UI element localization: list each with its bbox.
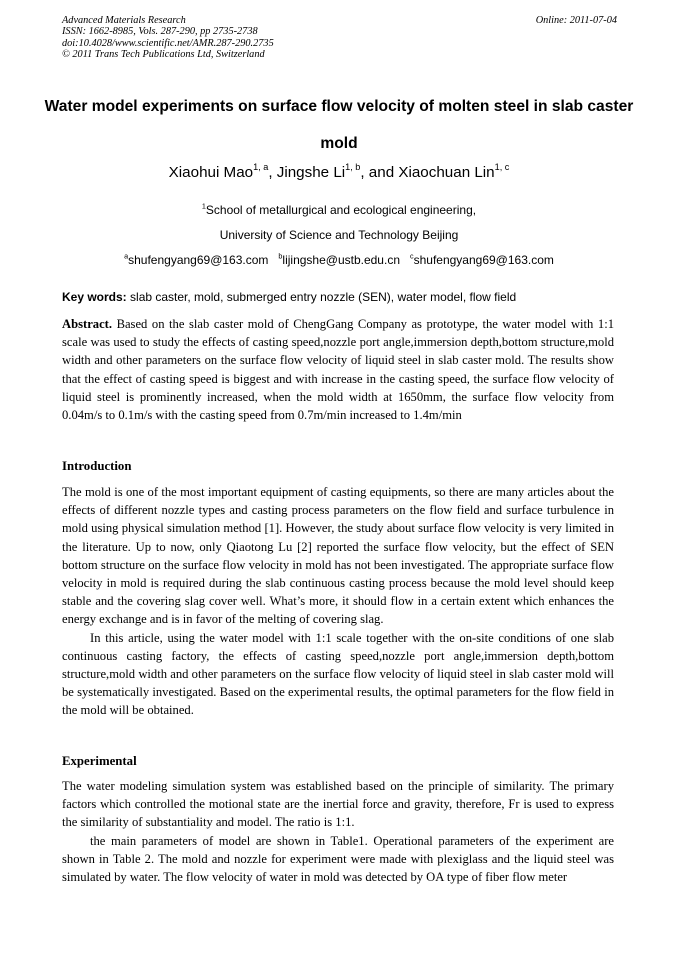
email-sup: a	[124, 251, 129, 261]
paragraph: In this article, using the water model with 1:1 scale together with the on-site conditions of one slab continuous casting factory, the effects of casting speed,nozzle port angle,immersion depth,bottom structure,mold width and other parameters on the surface flow velocity of liquid steel in slab caster mold will be systematically investigated. Based on the experimental results, the optimal parameters for the flow field in the mold will be obtained.	[62, 630, 614, 718]
online-date: Online: 2011-07-04	[535, 15, 617, 26]
author-name: Xiaohui Mao	[168, 164, 254, 181]
keywords	[62, 290, 622, 304]
section-heading-introduction: Introduction	[62, 459, 132, 473]
paragraph: the main parameters of model are shown in Table1. Operational parameters of the experiment are shown in Table 2. The mold and nozzle for experiment were made with plexiglass and the liquid steel was simulated by water. The flow velocity of water in mold was detected by OA type of fiber flow meter	[62, 833, 614, 885]
email-sup: b	[278, 251, 283, 261]
email-address[interactable]: shufengyang69@163.com	[128, 253, 269, 267]
section-heading-experimental: Experimental	[62, 754, 137, 768]
author-separator: ,	[268, 164, 277, 181]
journal-header	[62, 15, 617, 61]
keywords-label: Key words:	[62, 290, 127, 304]
author-list	[0, 164, 678, 181]
paragraph: The mold is one of the most important equipment of casting equipments, so there are many articles about the effects of different nozzle types and casting process parameters on the flow field and surface turbulence in mold using physical simulation method [1]. However, the study about surface flow velocity is very limited in the literature. Up to now, only Qiaotong Lu [2] reported the surface flow velocity, but the effect of SEN bottom structure on the surface flow velocity in mold has not been investigated. The appropriate surface flow velocity in mold is required during the slab continuous casting process because the mold level should keep stable and the covering slag cover well. What’s more, it should flow in a certain extent which enhances the energy exchange and is in favor of the melting of covering slag.	[62, 485, 614, 627]
affiliation-sup: 1	[201, 201, 206, 211]
abstract-label: Abstract.	[62, 317, 113, 331]
doi-line: doi:10.4028/www.scientific.net/AMR.287-290.2735	[62, 37, 274, 49]
author-separator: , and	[360, 164, 399, 181]
paper-title: Water model experiments on surface flow velocity of molten steel in slab caster mold	[44, 98, 634, 152]
affiliation-line-2: University of Science and Technology Beijing	[219, 228, 459, 242]
affiliation-line-1	[0, 203, 678, 217]
keywords-text: slab caster, mold, submerged entry nozzle (SEN), water model, flow field	[126, 290, 517, 304]
author-sup: 1, a	[253, 162, 269, 173]
email-address[interactable]: lijingshe@ustb.edu.cn	[282, 253, 400, 267]
author-sup: 1, c	[494, 162, 510, 173]
abstract	[62, 315, 614, 424]
author-name: Xiaochuan Lin	[398, 164, 495, 181]
email-sup: c	[410, 251, 414, 261]
email-list	[0, 253, 678, 267]
journal-name: Advanced Materials Research	[62, 15, 186, 26]
author-name: Jingshe Li	[276, 164, 346, 181]
copyright-line: © 2011 Trans Tech Publications Ltd, Switzerland	[62, 49, 265, 61]
introduction-body	[62, 483, 614, 720]
paragraph: The water modeling simulation system was established based on the principle of similarity. The primary factors which controlled the motional state are the inertial force and gravity, therefore, Fr is used to express the similarity of substantiality and model. The ratio is 1:1.	[62, 779, 614, 830]
email-address[interactable]: shufengyang69@163.com	[413, 253, 554, 267]
author-sup: 1, b	[345, 162, 361, 173]
issn-line: ISSN: 1662-8985, Vols. 287-290, pp 2735-2738	[62, 26, 258, 38]
experimental-body	[62, 777, 614, 886]
abstract-text: Based on the slab caster mold of ChengGang Company as prototype, the water model with 1:1 scale was used to study the effects of casting speed,nozzle port angle,immersion depth,bottom structure,mold width and other parameters on the surface flow velocity of liquid steel in slab caster mold. The results show that the effect of casting speed is biggest and with increase in the casting speed, the surface flow velocity of liquid steel is prominently increased, when the mold width at 1650mm, the surface flow velocity from 0.04m/s to 0.1m/s with the casting speed from 0.7m/min increased to 1.4m/min	[62, 317, 614, 423]
affiliation-text: School of metallurgical and ecological engineering,	[205, 203, 477, 217]
